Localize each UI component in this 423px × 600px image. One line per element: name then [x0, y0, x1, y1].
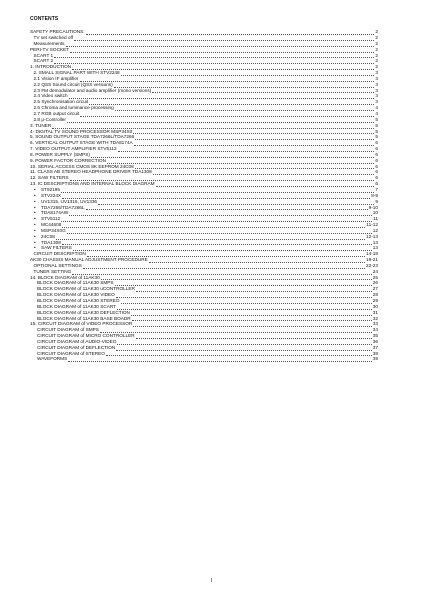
toc-entry[interactable]	[30, 222, 378, 228]
dot-leader	[152, 88, 374, 93]
toc-entry-title: • UV1315, UV1316, UV1336	[34, 199, 97, 205]
toc-entry-page: 12	[372, 227, 378, 233]
toc-entry-title: 3. TUNER	[30, 122, 52, 128]
toc-entry-page: 2	[375, 35, 378, 41]
toc-entry[interactable]	[30, 169, 378, 175]
toc-entry-page: 30	[372, 303, 378, 309]
dot-leader	[134, 141, 375, 146]
toc-entry-page: 9-10	[368, 204, 378, 210]
toc-entry-page: 13	[372, 245, 378, 251]
toc-entry-page: 5	[375, 122, 378, 128]
dot-leader	[101, 275, 372, 280]
dot-leader	[107, 158, 374, 163]
toc-entry-page: 39	[372, 356, 378, 362]
dot-leader	[62, 222, 365, 227]
dot-leader	[117, 304, 372, 309]
toc-entry-page: 32	[372, 315, 378, 321]
dot-leader	[89, 100, 374, 105]
toc-entry-title: 15. CIRCUIT DIAGRAM of VIDEO PROCESSOR	[30, 321, 133, 327]
toc-entry-title: AK30 CHASSIS MANUAL ADJUSTMENT PROCEDURE	[30, 257, 148, 263]
toc-entry-title: 8. POWER SUPPLY (SMPS)	[30, 151, 90, 157]
toc-entry-page: 38	[372, 350, 378, 356]
toc-entry-page: 5	[375, 116, 378, 122]
toc-entry-title: BLOCK DIAGRAM of 11AK30 VIDEO	[37, 292, 115, 298]
toc-entry-page: 2	[375, 64, 378, 70]
toc-entry-title: 2.6 Chroma and luminance processing	[33, 105, 114, 111]
toc-entry-page: 27	[372, 286, 378, 292]
toc-entry-title: • ST92195	[34, 187, 60, 193]
toc-entry-page: 3	[375, 93, 378, 99]
dot-leader	[66, 41, 375, 46]
toc-entry-page: 11-12	[366, 222, 378, 228]
toc-entry-title: 2.1 Vision IF amplifier	[33, 75, 79, 81]
dot-leader	[86, 205, 368, 210]
toc-entry-title: 14. BLOCK DIAGRAM of 11AK30	[30, 274, 100, 280]
toc-entry[interactable]	[30, 58, 378, 64]
toc-entry-title: 2.7 RGB output circuit	[33, 111, 80, 116]
toc-entry-title: TUNER SETTING	[33, 268, 72, 274]
toc-entry-title: OPTIONAL SETTINGS	[33, 262, 82, 268]
toc-entry-title: 2.2 QSS Sound circuit (QSS versions)	[33, 81, 113, 87]
toc-entry-title: 4- DIGITAL TV SOUND PROCESSOR MSP34X0	[30, 128, 133, 134]
dot-leader	[135, 135, 374, 140]
dot-leader	[68, 357, 372, 362]
dot-leader	[121, 298, 372, 303]
toc-entry-page: 8-9	[371, 192, 378, 198]
toc-entry-page: 6	[375, 169, 378, 175]
toc-entry-page: 3	[375, 75, 378, 81]
toc-entry-title: • MC44608	[34, 222, 61, 228]
toc-entry-page: 2	[375, 29, 378, 35]
toc-entry-page: 29	[372, 298, 378, 303]
toc-entry[interactable]	[30, 240, 378, 246]
toc-entry[interactable]	[30, 205, 378, 211]
toc-entry-title: CIRCUIT DIAGRAM of AUDIO-VIDEO	[37, 338, 117, 344]
dot-leader	[153, 170, 375, 175]
toc-entry-title: TV set switched off	[33, 35, 74, 41]
dot-leader	[132, 316, 372, 321]
dot-leader	[115, 106, 375, 111]
dot-leader	[74, 35, 374, 40]
toc-entry-title: CIRCUIT DIAGRAM of STEREO	[37, 350, 105, 356]
toc-entry[interactable]	[30, 29, 378, 35]
toc-entry-page: 6	[375, 175, 378, 181]
dot-leader	[69, 94, 375, 99]
toc-entry-title: 10. SERIAL ACCESS CMOS 8K EEPROM 24C08	[30, 163, 134, 169]
toc-entry-page: 6	[375, 140, 378, 146]
dot-leader	[67, 117, 374, 122]
toc-entry-page: 34	[372, 327, 378, 333]
dot-leader	[131, 310, 372, 315]
dot-leader	[80, 111, 374, 116]
toc-entry-page: 35	[372, 333, 378, 339]
toc-entry-title: • TDA1308	[34, 240, 61, 246]
toc-entry-title: 11. CLASS AB STEREO HEADPHONE DRIVER TDA1308	[30, 169, 152, 175]
dot-leader	[62, 193, 370, 198]
toc-entry-title: PERI-TV SOCKET	[30, 46, 70, 52]
toc-entry-page: 24	[372, 268, 378, 274]
toc-entry-title: • TDA7266/TDA7266L	[34, 205, 85, 211]
toc-entry[interactable]	[30, 88, 378, 94]
dot-leader	[70, 47, 374, 52]
dot-leader	[117, 339, 371, 344]
toc-entry[interactable]	[30, 47, 378, 53]
toc-entry-page: 10	[372, 210, 378, 216]
toc-entry[interactable]	[30, 187, 378, 193]
toc-entry-page: 2	[375, 52, 378, 58]
toc-entry-title: BLOCK DIAGRAM of 11AK30 uCONTROLLER	[37, 286, 135, 292]
toc-entry-page: 3	[375, 87, 378, 93]
toc-entry-page: 4	[375, 105, 378, 111]
dot-leader	[86, 30, 375, 35]
dot-leader	[80, 76, 375, 81]
toc-entry-page: 11	[373, 216, 378, 222]
toc-entry-title: 13. IC DESCRIPTIONS AND INTERNAL BLOCK DIAGRAM	[30, 181, 155, 187]
dot-leader	[114, 82, 375, 87]
toc-entry-page: 3	[375, 99, 378, 105]
toc-entry-title: 2.8 μ-Controller	[33, 116, 66, 122]
dot-leader	[121, 71, 375, 76]
toc-entry-page: 31	[372, 309, 378, 315]
toc-entry[interactable]	[30, 257, 378, 263]
toc-entry-title: BLOCK DIAGRAM of 11AK30 DEFLECTION	[37, 309, 130, 315]
toc-entry-page: 4	[375, 111, 378, 116]
toc-entry-title: • TDA8174AW	[34, 210, 68, 216]
toc-entry-page: 6	[375, 163, 378, 169]
toc-entry-title: Measurements	[33, 40, 65, 46]
dot-leader	[69, 211, 372, 216]
toc-entry-title: • STV5112	[34, 216, 60, 222]
toc-entry-title: 2.3 FM demodulator and audio amplifier (mono versions)	[33, 87, 152, 93]
dot-leader	[91, 152, 374, 157]
toc-entry-title: CIRCUIT DIAGRAM of MICRO CONTROLLER	[37, 333, 135, 339]
page-number: I	[210, 578, 213, 584]
toc-entry-page: 2	[375, 40, 378, 46]
dot-leader	[106, 351, 372, 356]
toc-entry[interactable]	[30, 228, 378, 234]
toc-entry-title: CIRCUIT DIAGRAM of DEFLECTION	[37, 344, 116, 350]
dot-leader	[133, 322, 372, 327]
dot-leader	[67, 228, 372, 233]
toc-entry-title: 5. SOUND OUTPUT STAGE TDA7266L/TDA7266	[30, 134, 135, 140]
toc-entry-title: CIRCUIT DESCRIPTION	[33, 251, 86, 257]
toc-entry[interactable]	[30, 70, 378, 76]
dot-leader	[100, 328, 372, 333]
dot-leader	[136, 334, 372, 339]
toc-entry-title: SCART 2	[33, 58, 54, 64]
toc-entry-page: 5	[375, 128, 378, 134]
toc-entry-page: 5	[375, 134, 378, 140]
toc-entry[interactable]	[30, 216, 378, 222]
toc-entry-page: 6	[375, 146, 378, 152]
dot-leader	[98, 199, 374, 204]
dot-leader	[73, 246, 372, 251]
toc-entry[interactable]	[30, 41, 378, 47]
dot-leader	[54, 53, 374, 58]
dot-leader	[115, 281, 372, 286]
toc-entry-title: 2.4 Video switch	[33, 93, 68, 99]
toc-entry-page: 26	[372, 280, 378, 286]
contents-heading: CONTENTS	[30, 16, 59, 22]
toc-entry[interactable]	[30, 356, 378, 362]
toc-entry[interactable]	[30, 53, 378, 59]
dot-leader	[61, 217, 372, 222]
dot-leader	[118, 147, 375, 152]
table-of-contents	[30, 29, 378, 362]
toc-entry-title: 7. VIDEO OUTPUT AMPLIFIER STV5112	[30, 146, 117, 152]
dot-leader	[116, 293, 372, 298]
toc-entry-title: • SAW FILTERS	[34, 245, 72, 251]
toc-entry[interactable]	[30, 105, 378, 111]
toc-entry[interactable]	[30, 35, 378, 41]
toc-entry-page: 22-23	[366, 262, 378, 268]
toc-entry-title: 2.5 Synchronisation circuit	[33, 99, 89, 105]
toc-entry-page: 9	[375, 198, 378, 204]
dot-leader	[135, 164, 375, 169]
dot-leader	[61, 187, 374, 192]
dot-leader	[116, 345, 371, 350]
toc-entry-title: BLOCK DIAGRAM of 11AK30 SMPS	[37, 280, 114, 286]
toc-entry-page: 6	[375, 151, 378, 157]
dot-leader	[54, 59, 374, 64]
toc-entry-title: SAFETY PRECAUTIONS:	[30, 29, 85, 35]
toc-entry-title: 6. VERTICAL OUTPUT STAGE WITH TDA8174A	[30, 140, 133, 146]
dot-leader	[149, 258, 365, 263]
toc-entry-page: 37	[372, 344, 378, 350]
toc-entry[interactable]	[30, 351, 378, 357]
toc-entry-page: 28	[372, 292, 378, 298]
toc-entry-page: 6	[375, 181, 378, 187]
toc-entry-page: 3	[375, 70, 378, 76]
toc-entry-title: • STV224X	[34, 193, 61, 199]
toc-entry-page: 33	[372, 321, 378, 327]
dot-leader	[62, 240, 372, 245]
dot-leader	[72, 269, 372, 274]
toc-entry[interactable]	[30, 210, 378, 216]
toc-entry[interactable]	[30, 117, 378, 123]
toc-entry-page: 25	[372, 274, 378, 280]
toc-entry[interactable]	[30, 111, 378, 117]
dot-leader	[136, 287, 372, 292]
toc-entry-title: 2. SMALL SIGNAL PART WITH STV2248	[33, 70, 120, 76]
dot-leader	[83, 263, 365, 268]
toc-entry[interactable]	[30, 181, 378, 187]
toc-entry-title: WAVEFORMS	[37, 356, 68, 362]
toc-entry-page: 2	[375, 58, 378, 64]
toc-entry-page: 6	[375, 157, 378, 163]
toc-entry[interactable]	[30, 263, 378, 269]
toc-entry-title: • 24C08	[34, 234, 55, 240]
toc-entry-title: • MSP34X0G	[34, 228, 66, 234]
toc-entry-title: BLOCK DIAGRAM of 11AK30 SCART	[37, 303, 117, 309]
toc-entry-page: 7	[375, 186, 378, 192]
toc-entry-page: 13	[372, 239, 378, 245]
toc-entry-page: 14-18	[366, 251, 378, 257]
toc-entry-page: 2	[375, 46, 378, 52]
toc-entry-page: 3	[375, 81, 378, 87]
toc-entry-title: BLOCK DIAGRAM of 11AK30 BASE BOADR	[37, 315, 131, 321]
toc-entry-page: 36	[372, 338, 378, 344]
dot-leader	[133, 129, 374, 134]
dot-leader	[56, 234, 365, 239]
dot-leader	[156, 182, 375, 187]
toc-entry[interactable]	[30, 234, 378, 240]
toc-entry-title: 12. SAW FILTERS	[30, 175, 69, 181]
toc-entry-title: 1. INTRODUCTION	[30, 64, 72, 70]
toc-entry-title: 9. POWER FACTOR CORRECTION	[30, 157, 106, 163]
toc-entry-page: 12-13	[366, 233, 378, 239]
toc-entry-title: BLOCK DIAGRAM of 11AK30 STEREO	[37, 298, 120, 303]
toc-entry-page: 19-21	[366, 257, 378, 263]
toc-entry-title: CIRCUIT DIAGRAM of SMPS	[37, 327, 99, 333]
toc-entry-title: SCART 1	[33, 52, 54, 58]
